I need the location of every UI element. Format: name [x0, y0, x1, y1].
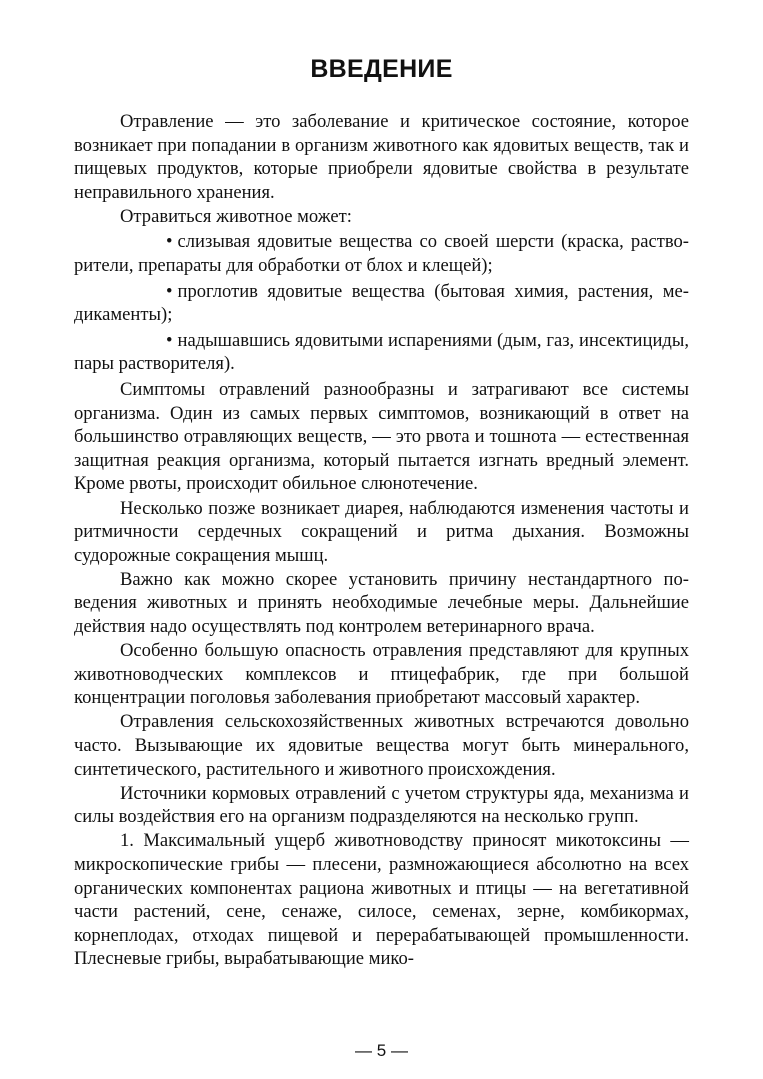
page-number: — 5 —	[355, 1041, 408, 1060]
paragraph-danger: Особенно большую опасность отравления представляют для крупных животноводческих комплексов и птицефабрик, где при большой концентрации поголовья заболевания приобретают массовый характер.	[74, 640, 689, 709]
bullet-item-text: проглотив ядовитые вещества (бытовая химия, растения, медикаменты);	[74, 280, 689, 326]
paragraph-mycotoxins: 1. Максимальный ущерб животноводству приносят микотоксины — микроскопические грибы — плесени, размножающиеся абсолютно на всех органических компонентах рациона животных и птицы — на вегетативной части растений, сене, сенаже, силосе, семенах, зерне, комбикормах, корнеплодах, отходах пищевой и перерабатывающей промышленности. Плесневые грибы, вырабатывающие мико-	[74, 830, 689, 970]
paragraph-intro: Отравление — это заболевание и критическое состояние, которое возникает при попадании в организм животного как ядовитых веществ, так и пищевых продуктов, которые приобрели ядовитые свойства в результате неправильного хранения.	[74, 111, 689, 203]
paragraph-frequency: Отравления сельскохозяйственных животных встречаются довольно часто. Вызывающие их ядовитые вещества могут быть минерального, синтетического, растительного и животного происхождения.	[74, 711, 689, 780]
bullet-item-licking	[74, 230, 689, 277]
body-text	[74, 110, 689, 971]
paragraph-sources: Источники кормовых отравлений с учетом структуры яда, механизма и силы воздействия его на организм подразделяются на несколько групп.	[74, 782, 689, 828]
bullet-marker: •	[166, 280, 173, 302]
bullet-marker: •	[166, 329, 173, 351]
paragraph-symptoms: Симптомы отравлений разнообразны и затрагивают все системы организма. Один из самых первых симптомов, возникающий в ответ на большинство отравляющих веществ, — это рвота и тошнота — естественная защитная реакция организма, который пытается изгнать вредный элемент. Кроме рвоты, происходит обильное слюнотечение.	[74, 379, 689, 495]
bullet-item-text: слизывая ядовитые вещества со своей шерсти (краска, растворители, препараты для обработки от блох и клещей);	[74, 231, 689, 277]
paragraph-diarrhea: Несколько позже возникает диарея, наблюдаются изменения частоты и ритмичности сердечных сокращений и ритма дыхания. Возможны судорожные сокращения мышц.	[74, 497, 689, 566]
paragraph-list-lead: Отравиться животное может:	[120, 205, 352, 227]
bullet-item-text: надышавшись ядовитыми испарениями (дым, газ, инсектициды, пары растворителя).	[74, 329, 689, 375]
page-title: ВВЕДЕНИЕ	[310, 55, 453, 83]
bullet-item-inhaling	[74, 329, 689, 376]
bullet-marker: •	[166, 231, 173, 253]
bullet-item-swallowing	[74, 280, 689, 327]
paragraph-treatment: Важно как можно скорее установить причину нестандартного поведения животных и принять необходимые лечебные меры. Дальнейшие действия надо осуществлять под контролем ветеринарного врача.	[74, 568, 689, 637]
